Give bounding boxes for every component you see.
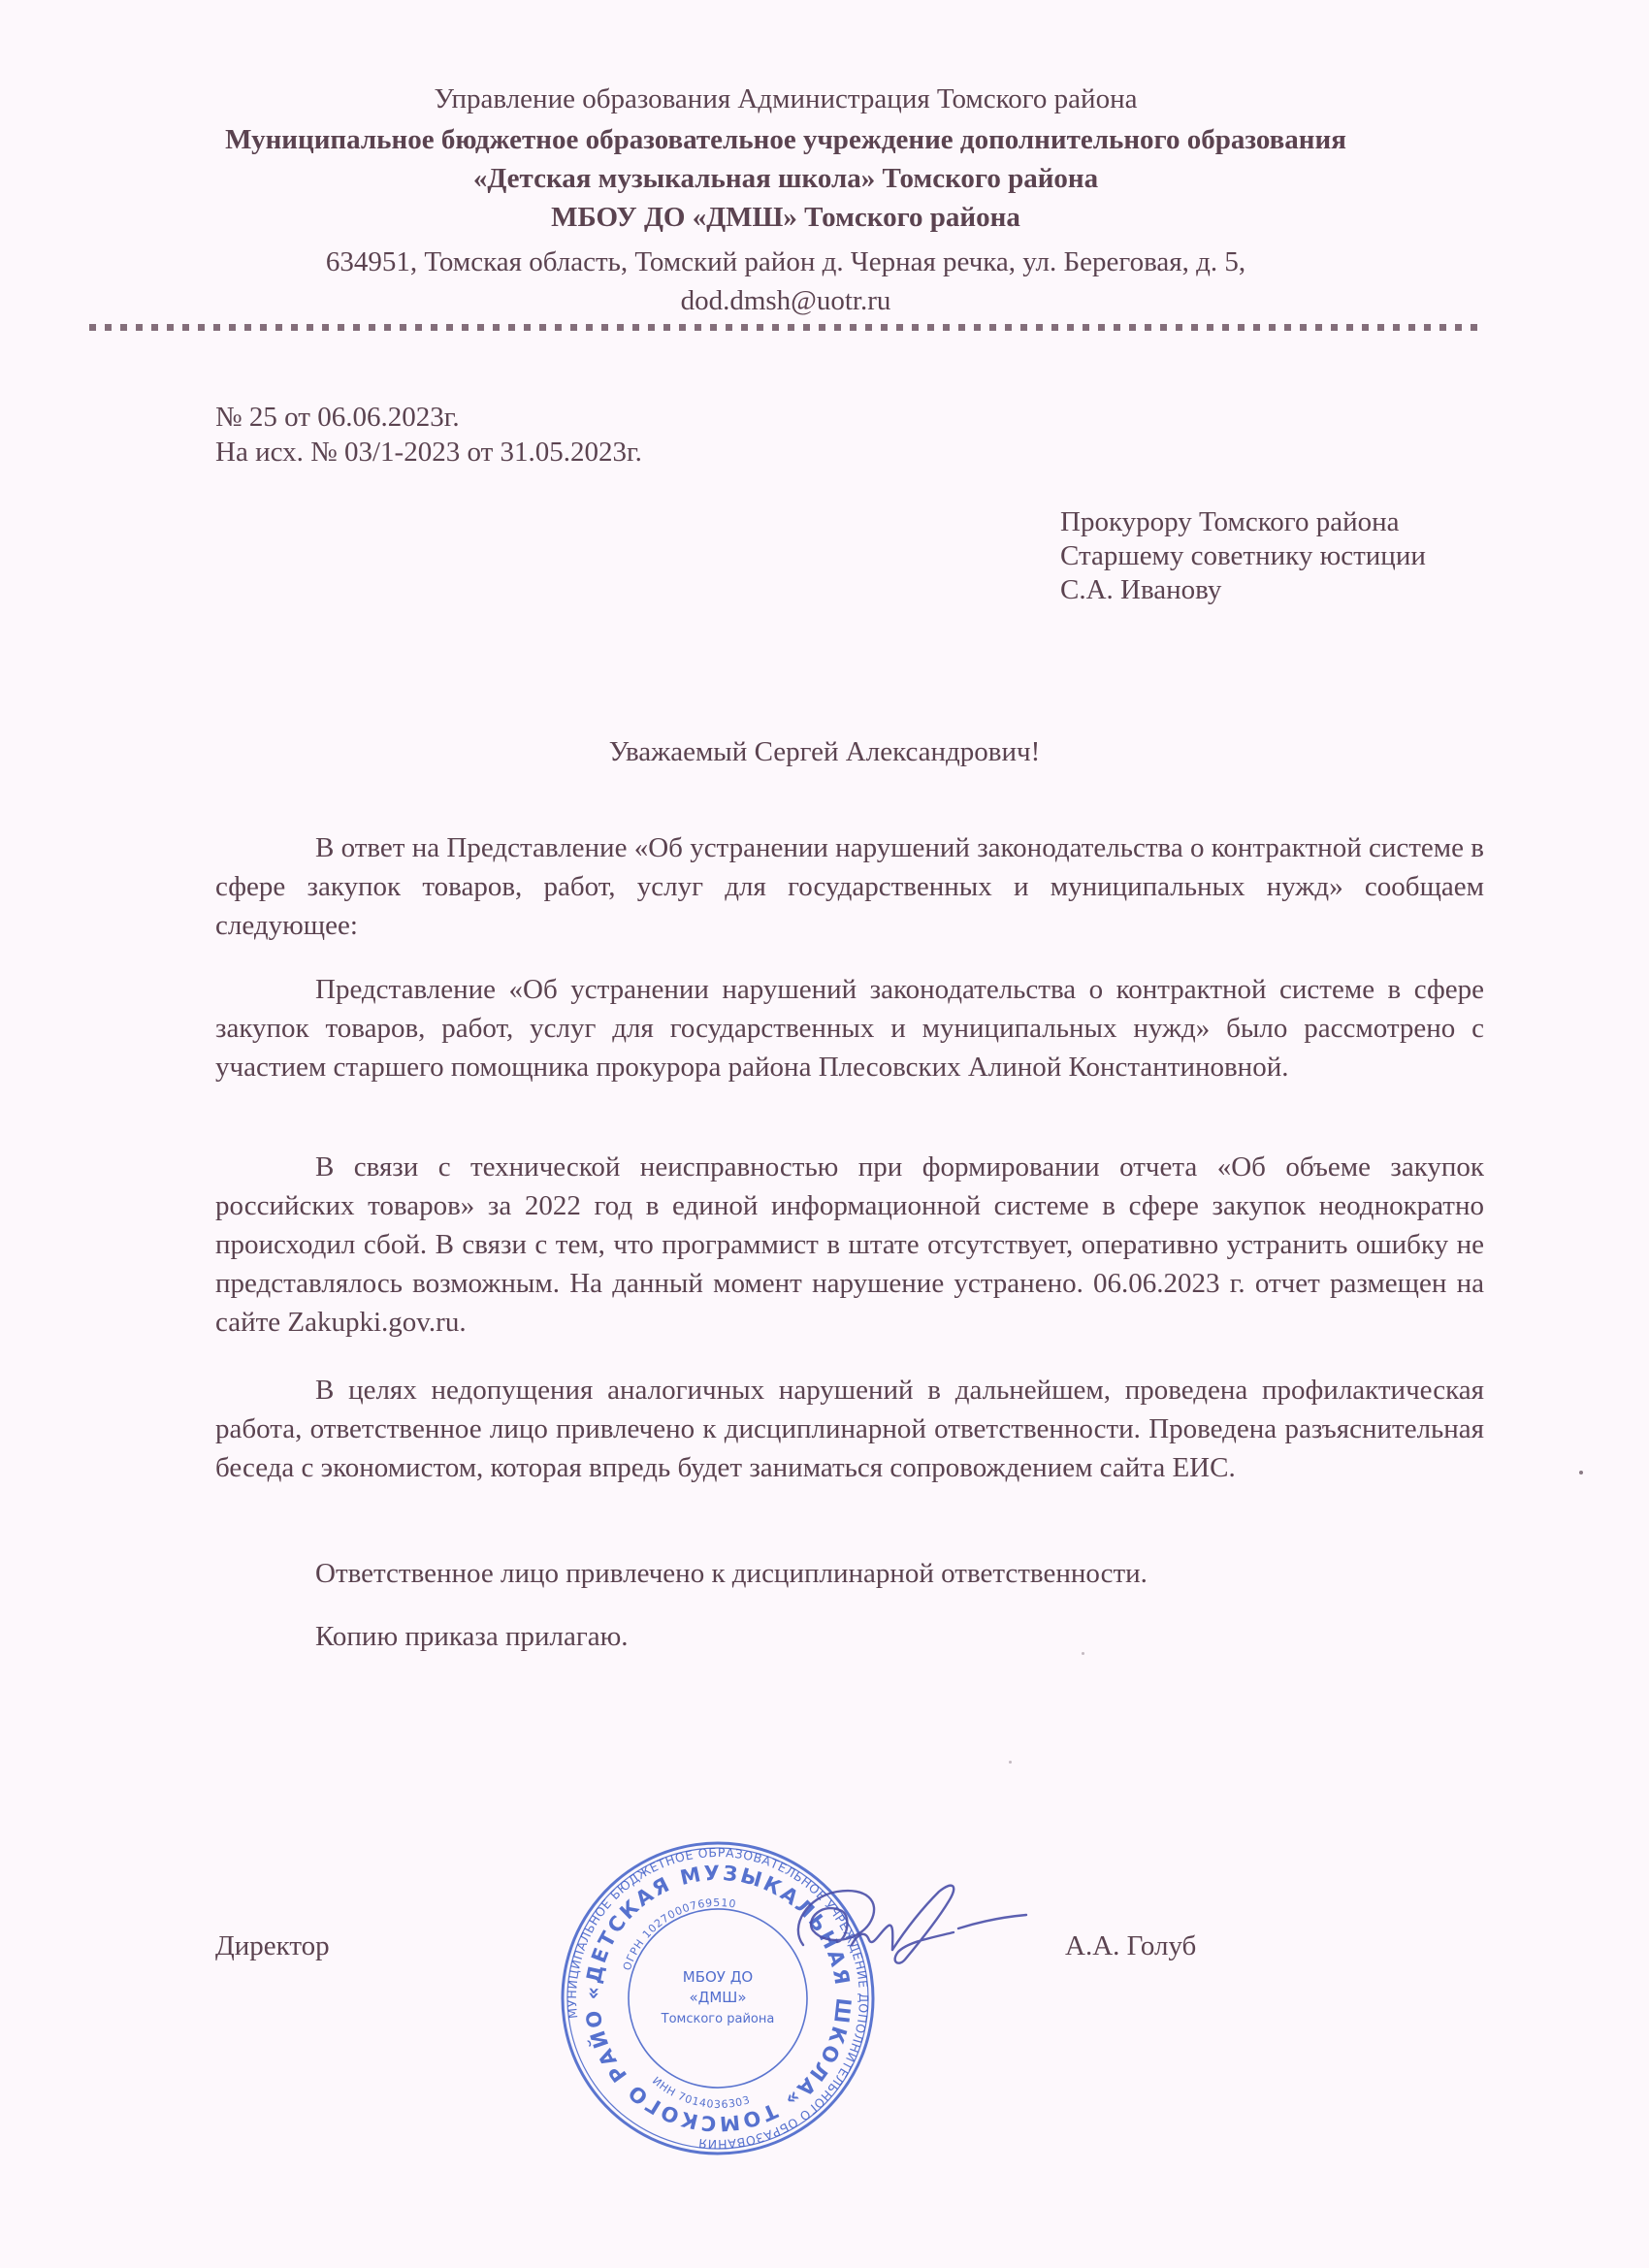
reference-number: На исх. № 03/1-2023 от 31.05.2023г.: [215, 437, 642, 468]
scan-speck: [1009, 1761, 1012, 1764]
stamp-outer-text: МУНИЦИПАЛЬНОЕ БЮДЖЕТНОЕ ОБРАЗОВАТЕЛЬНОЕ УЧРЕЖДЕНИЕ ДОПОЛНИТЕЛЬНОГО ОБРАЗОВАНИЯ: [564, 1844, 872, 2153]
salutation: Уважаемый Сергей Александрович!: [608, 736, 1041, 767]
outgoing-number: № 25 от 06.06.2023г.: [215, 402, 460, 433]
body-paragraph: В ответ на Представление «Об устранении нарушений законодательства о контрактной системе в сфере закупок товаров, работ, услуг для государственных и муниципальных нужд» сообщаем следующее:: [215, 832, 1484, 941]
scan-speck: [1082, 1652, 1084, 1655]
header-address: 634951, Томская область, Томский район д. Черная речка, ул. Береговая, д. 5,: [325, 246, 1246, 277]
header-institution-full: Муниципальное бюджетное образовательное учреждение дополнительного образования: [225, 124, 1346, 155]
header-school-name: «Детская музыкальная школа» Томского района: [472, 163, 1099, 194]
signatory-name: А.А. Голуб: [1065, 1930, 1197, 1961]
signatory-role: Директор: [215, 1930, 330, 1961]
stamp-middle-text: «ДЕТСКАЯ МУЗЫКАЛЬНАЯ ШКОЛА» ТОМСКОГО РАЙОНА: [580, 1861, 856, 2136]
header-divider: [89, 324, 1480, 331]
scan-speck: [1579, 1471, 1583, 1474]
stamp-ogrn: ОГРН 1027000769510: [620, 1895, 738, 1972]
body-paragraph: В связи с технической неисправностью при формировании отчета «Об объеме закупок российских товаров» за 2022 год в единой информационной системе в сфере закупок неоднократно происходил сбой. В связи с тем, что программист в штате отсутствует, оперативно устранить ошибку не представлялось возможным. На данный момент нарушение устранено. 06.06.2023 г. отчет размещен на сайте Zakupki.gov.ru.: [215, 1151, 1484, 1338]
recipient-line-1: Прокурору Томского района: [1060, 506, 1400, 537]
stamp-center-line-3: Томского района: [661, 2012, 775, 2026]
stamp-inn: ИНН 7014036303: [649, 2074, 753, 2111]
stamp-center-line-2: «ДМШ»: [689, 1989, 747, 2006]
recipient-line-2: Старшему советнику юстиции: [1060, 540, 1426, 571]
body-paragraph: Представление «Об устранении нарушений законодательства о контрактной системе в сфере закупок товаров, работ, услуг для государственных и муниципальных нужд» было рассмотрено с участием старшего помощника прокурора района Плесовских Алиной Константиновной.: [215, 974, 1484, 1083]
recipient-line-3: С.А. Иванову: [1060, 574, 1222, 605]
handwritten-signature: [784, 1872, 1036, 1979]
body-paragraph: В целях недопущения аналогичных нарушений в дальнейшем, проведена профилактическая работа, ответственное лицо привлечено к дисциплинарной ответственности. Проведена разъяснительная беседа с экономистом, которая впредь будет заниматься сопровождением сайта ЕИС.: [215, 1375, 1484, 1483]
stamp-center-line-1: МБОУ ДО: [682, 1968, 754, 1986]
body-paragraph: Копию приказа прилагаю.: [315, 1621, 629, 1652]
header-department: Управление образования Администрация Томского района: [434, 83, 1138, 114]
body-paragraph: Ответственное лицо привлечено к дисциплинарной ответственности.: [315, 1558, 1148, 1589]
header-email: dod.dmsh@uotr.ru: [680, 285, 891, 316]
header-school-abbrev: МБОУ ДО «ДМШ» Томского района: [551, 202, 1020, 233]
